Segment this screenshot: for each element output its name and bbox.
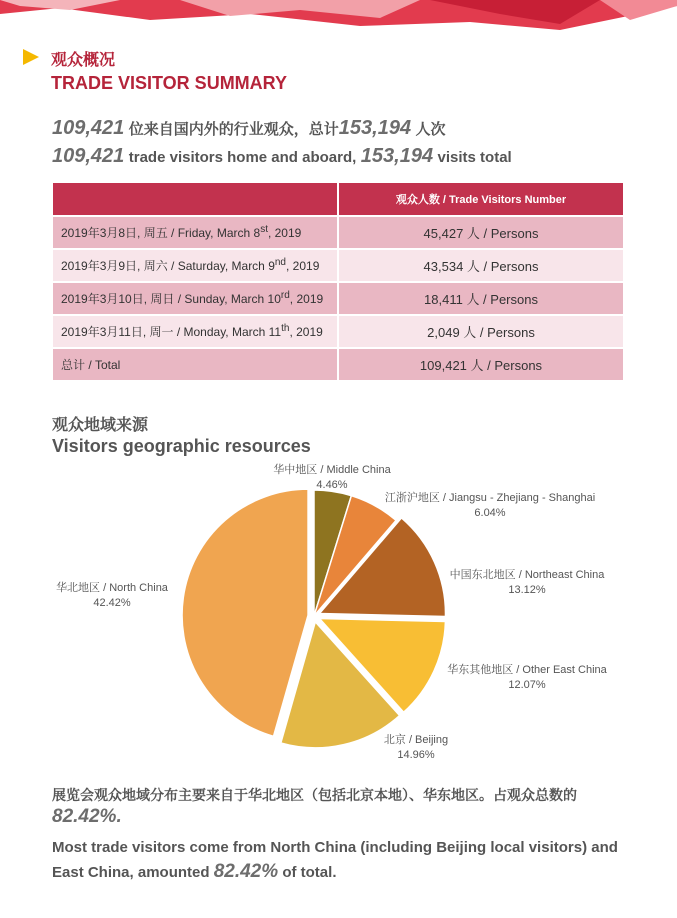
pie-slice-label: 华东其他地区 / Other East China [447,664,607,676]
table-row [53,315,623,348]
date-suffix: rd [280,290,290,301]
pie-slice-percent: 14.96% [397,749,435,761]
table-row [53,216,623,249]
conclusion-en-text-b: of total. [282,864,337,881]
pie-slice-percent: 42.42% [93,597,131,609]
table-header-number: 观众人数 / Trade Visitors Number [338,183,623,216]
summary-cn [52,117,446,140]
table-cell-value: 2,049 人 / Persons [338,315,623,348]
pie-slice-label: 华中地区 / Middle China [273,464,391,476]
summary-en-text-a: trade visitors home and aboard, [128,149,357,166]
date-text: 2019年3月10日, 周日 / Sunday, March 10 [61,292,281,306]
table-cell-date [53,282,338,315]
section-title-en: TRADE VISITOR SUMMARY [51,73,288,93]
play-arrow-icon [23,49,39,65]
table-row [53,282,623,315]
conclusion-en-percent: 82.42% [213,861,279,882]
date-year: , 2019 [289,292,324,306]
top-decorative-band [0,0,677,34]
pie-slice-percent: 6.04% [474,507,506,519]
pie-slice-percent: 4.46% [316,479,348,491]
summary-visits-number-en: 153,194 [360,145,434,167]
table-header-blank [53,183,338,216]
table-cell-total-label: 总计 / Total [53,348,338,381]
table-cell-date [53,216,338,249]
pie-chart [0,455,677,775]
section-title-cn: 观众概况 [51,52,116,69]
pie-slice-label: 江浙沪地区 / Jiangsu - Zhejiang - Shanghai [384,492,596,504]
conclusion-cn [52,784,632,828]
summary-visits-number: 153,194 [338,117,412,139]
table-row [53,249,623,282]
summary-visitors-number: 109,421 [52,117,125,139]
geo-title-en: Visitors geographic resources [52,436,311,456]
summary-visitors-number-en: 109,421 [52,145,125,167]
visitors-table [53,183,623,382]
pie-slice-label: 北京 / Beijing [383,734,449,746]
conclusion-cn-percent: 82.42%. [52,806,122,827]
date-suffix: th [281,323,290,334]
pie-slice-percent: 12.07% [508,679,546,691]
table-header-row [53,183,623,216]
conclusion-en-text-a: Most trade visitors come from North China (including Beijing local visitors) and East China, amounted [52,839,618,881]
date-year: , 2019 [286,259,320,273]
pie-slice-label: 中国东北地区 / Northeast China [449,569,605,581]
pie-slice [182,489,308,736]
pie-slice-label: 华北地区 / North China [56,582,168,594]
date-year: , 2019 [289,325,323,339]
conclusion-en [52,836,632,885]
table-cell-date [53,315,338,348]
table-cell-value: 18,411 人 / Persons [338,282,623,315]
date-suffix: st [260,224,268,235]
date-year: , 2019 [267,226,302,240]
table-row-total [53,348,623,381]
summary-en [52,145,512,168]
summary-cn-text-b: 人次 [415,121,446,138]
table-cell-value: 45,427 人 / Persons [338,216,623,249]
table-cell-total-value: 109,421 人 / Persons [338,348,623,381]
conclusion-cn-text: 展览会观众地域分布主要来自于华北地区（包括北京本地）、华东地区。占观众总数的 [52,787,577,803]
date-text: 2019年3月9日, 周六 / Saturday, March 9 [61,259,275,273]
table-cell-value: 43,534 人 / Persons [338,249,623,282]
date-text: 2019年3月11日, 周一 / Monday, March 11 [61,325,282,339]
summary-en-text-b: visits total [437,149,512,166]
date-text: 2019年3月8日, 周五 / Friday, March 8 [61,226,261,240]
table-cell-date [53,249,338,282]
geo-title-cn: 观众地域来源 [52,417,149,434]
pie-slice-percent: 13.12% [508,584,546,596]
date-suffix: nd [274,257,286,268]
summary-cn-text-a: 位来自国内外的行业观众，总计 [128,121,339,138]
